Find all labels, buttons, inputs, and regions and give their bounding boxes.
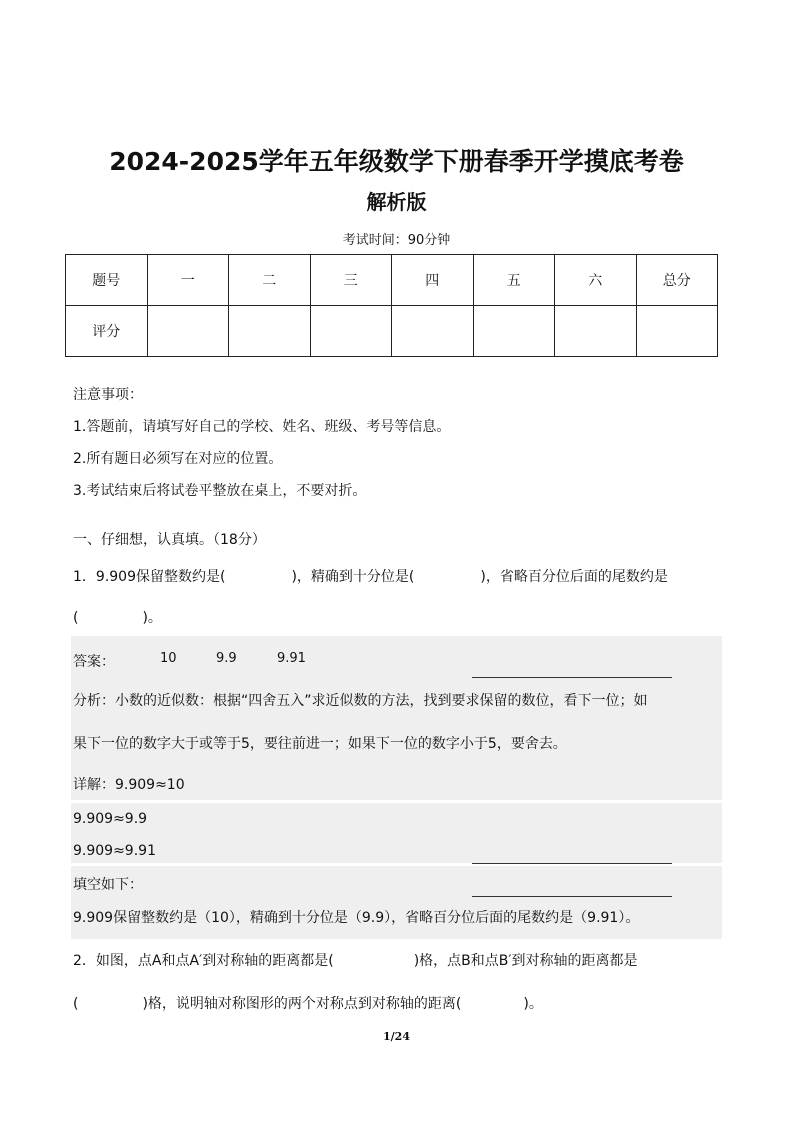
page-subtitle: 解析版 [366, 190, 427, 214]
score-table-cell: 三 [310, 255, 392, 306]
score-table-score-row [66, 306, 718, 357]
note-item: 2.所有题日必须写在对应的位置。 [73, 451, 283, 467]
question-text: )，省略百分位后面的尾数约是 [480, 569, 668, 585]
question-text: )格，点B和点B′到对称轴的距离都是 [413, 953, 638, 969]
score-table-cell: 四 [392, 255, 474, 306]
fill-text: 9.909保留整数约是（10），精确到十分位是（9.9），省略百分位后面的尾数约是（9.91）。 [73, 910, 640, 926]
section-heading: 一、仔细想，认真填。（18分） [73, 532, 266, 548]
score-table-cell: 总分 [636, 255, 718, 306]
question-text: )格，说明轴对称图形的两个对称点到对称轴的距离( [142, 996, 462, 1012]
answer-value: 9.9 [216, 651, 237, 666]
question-text: )，精确到十分位是( [291, 569, 415, 585]
question-text: )。 [523, 996, 543, 1012]
page-number: 1/24 [383, 1030, 410, 1043]
score-table-header-row [66, 255, 718, 306]
notes-heading: 注意事项： [73, 387, 143, 403]
divider-line [472, 896, 672, 897]
score-table-cell: 五 [473, 255, 555, 306]
score-table [65, 254, 718, 357]
score-input-cell[interactable] [147, 306, 229, 357]
answer-block [71, 803, 722, 863]
divider-line [472, 863, 672, 864]
answer-value: 10 [160, 651, 177, 666]
score-table-cell: 二 [229, 255, 311, 306]
score-input-cell[interactable] [473, 306, 555, 357]
analysis-text: 分析：小数的近似数：根据“四舍五入”求近似数的方法，找到要求保留的数位，看下一位；如 [73, 693, 648, 709]
answer-block [71, 866, 722, 939]
exam-time: 考试时间：90分钟 [342, 233, 451, 248]
score-input-cell[interactable] [392, 306, 474, 357]
question-1-line-1 [73, 566, 668, 586]
question-text: )。 [142, 610, 162, 626]
score-input-cell[interactable] [229, 306, 311, 357]
divider-line [472, 677, 672, 678]
question-text: ( [73, 610, 79, 626]
question-1-line-2 [73, 607, 162, 627]
note-item: 1.答题前，请填写好自己的学校、姓名、班级、考号等信息。 [73, 419, 451, 435]
detail-text: 9.909≈9.9 [73, 811, 148, 827]
question-2-line-1 [73, 950, 638, 970]
analysis-text: 果下一位的数字大于或等于5，要往前进一；如果下一位的数字小于5，要舍去。 [73, 736, 567, 752]
score-table-cell: 题号 [66, 255, 148, 306]
score-input-cell[interactable] [636, 306, 718, 357]
fill-label: 填空如下： [73, 877, 143, 893]
question-text: ( [73, 996, 79, 1012]
question-2-line-2 [73, 993, 543, 1013]
page-title: 2024-2025学年五年级数学下册春季开学摸底考卷 [109, 147, 684, 176]
answer-value: 9.91 [277, 651, 306, 666]
detail-text: 9.909≈9.91 [73, 843, 156, 859]
score-input-cell[interactable] [555, 306, 637, 357]
detail-text: 详解：9.909≈10 [73, 777, 185, 793]
score-table-cell: 六 [555, 255, 637, 306]
score-table-cell: 评分 [66, 306, 148, 357]
answer-label: 答案： [73, 654, 115, 670]
note-item: 3.考试结束后将试卷平整放在桌上，不要对折。 [73, 483, 367, 499]
score-table-cell: 一 [147, 255, 229, 306]
question-text: 1．9.909保留整数约是( [73, 569, 226, 585]
question-text: 2．如图，点A和点A′到对称轴的距离都是( [73, 953, 334, 969]
score-input-cell[interactable] [310, 306, 392, 357]
